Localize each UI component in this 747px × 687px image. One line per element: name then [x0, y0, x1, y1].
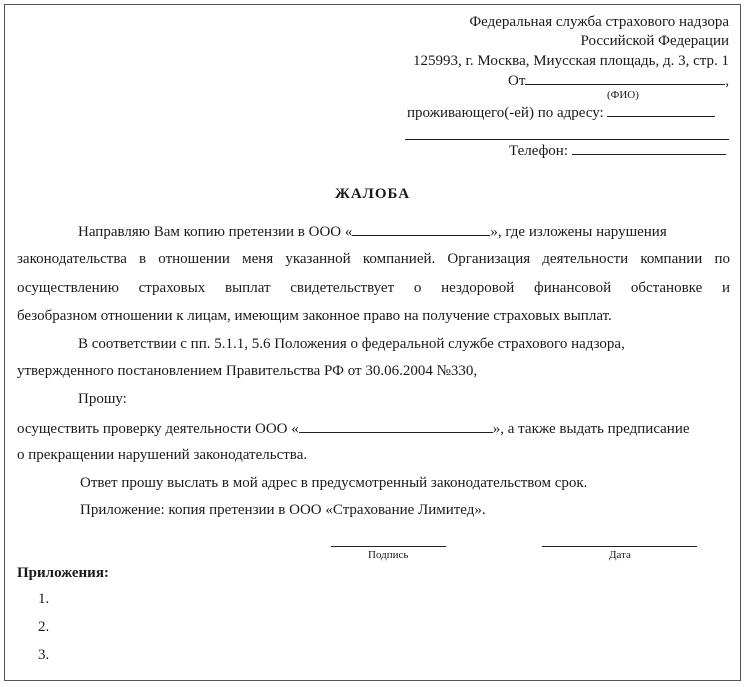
address-line-2-field[interactable] [405, 139, 729, 140]
company-name-field-2[interactable] [299, 420, 493, 433]
fio-hint: (ФИО) [607, 89, 639, 101]
p2-line-1: В соответствии с пп. 5.1.1, 5.6 Положения о федеральной службе страхового надзора, [78, 336, 625, 352]
residing-row [407, 104, 715, 122]
p1-line-4: безобразном отношении к лицам, имеющим законное право на получение страховых выплат. [17, 308, 612, 324]
attachment-item: 2. [38, 619, 50, 635]
addressee-line-1: Федеральная служба страхового надзора [469, 14, 729, 30]
p3-line-2: о прекращении нарушений законодательства. [17, 447, 308, 463]
residing-address-field[interactable] [607, 104, 715, 117]
p4: Ответ прошу выслать в мой адрес в предусмотренный законодательством срок. [80, 475, 588, 491]
from-row [508, 72, 729, 90]
addressee-address: 125993, г. Москва, Миусская площадь, д. 3, стр. 1 [412, 53, 729, 69]
addressee-line-2: Российской Федерации [580, 33, 729, 49]
p3-line-1 [17, 420, 690, 438]
request-label: Прошу: [78, 391, 127, 407]
signature-field[interactable] [331, 546, 446, 547]
p3-start: осуществить проверку деятельности ООО « [17, 421, 299, 437]
p3-end: », а также выдать предписание [492, 421, 690, 437]
p5: Приложение: копия претензии в ООО «Страхование Лимитед». [80, 502, 486, 518]
p1-line-1 [78, 223, 667, 241]
from-fio-field[interactable] [525, 72, 725, 85]
p1-line-2: законодательства в отношении меня указанной компанией. Организация деятельности компании по [17, 251, 730, 267]
p1-end: », где изложены нарушения [490, 224, 667, 240]
signature-label: Подпись [368, 549, 409, 561]
date-field[interactable] [542, 546, 697, 547]
p2-line-2: утвержденного постановлением Правительства РФ от 30.06.2004 №330, [17, 363, 478, 379]
from-label: От [508, 73, 526, 89]
attachment-item: 3. [38, 647, 50, 663]
residing-label: проживающего(-ей) по адресу: [407, 105, 604, 121]
attachments-heading: Приложения: [17, 565, 109, 581]
from-suffix: , [725, 73, 730, 89]
p1-start: Направляю Вам копию претензии в ООО « [78, 224, 353, 240]
company-name-field-1[interactable] [352, 223, 490, 236]
document-title: ЖАЛОБА [335, 186, 411, 202]
p1-line-3: осуществлению страховых выплат свидетельствует о нездоровой финансовой обстановке и [17, 280, 730, 296]
date-label: Дата [609, 549, 631, 561]
phone-row [509, 142, 726, 160]
phone-field[interactable] [572, 142, 726, 155]
phone-label: Телефон: [509, 143, 568, 159]
attachment-item: 1. [38, 591, 50, 607]
